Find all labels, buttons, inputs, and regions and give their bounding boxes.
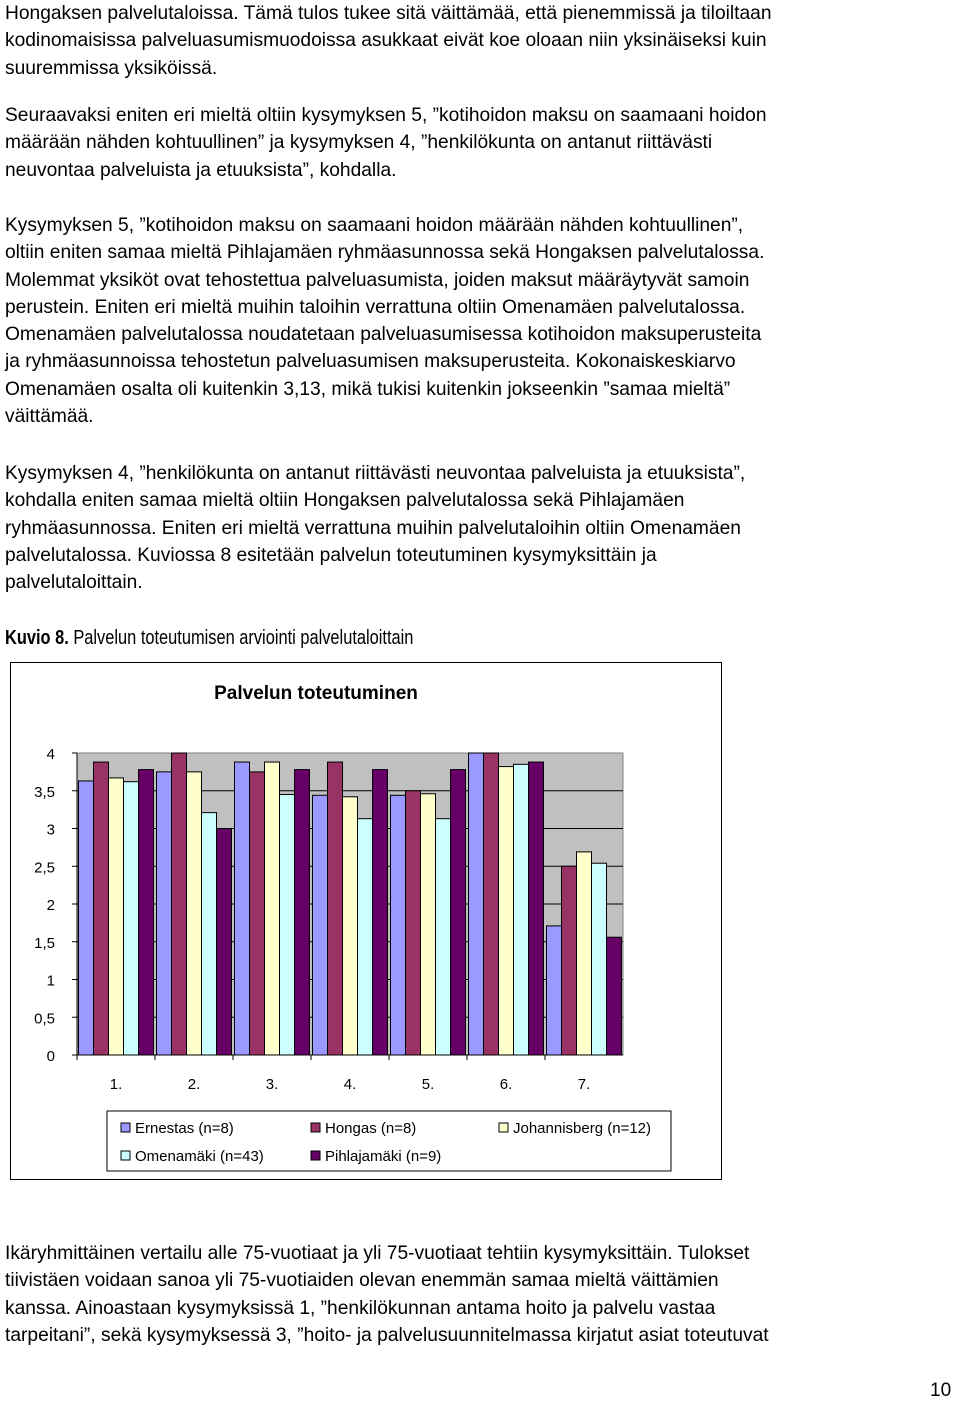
paragraph-line: perustein. Eniten eri mieltä muihin taloihin verrattuna oltiin Omenamäen palvelutalossa. bbox=[5, 296, 746, 318]
paragraph-line: väittämää. bbox=[5, 406, 94, 428]
y-tick-label: 2 bbox=[46, 897, 55, 914]
paragraph-line: Kysymyksen 4, ”henkilökunta on antanut riittävästi neuvontaa palveluista ja etuuksista”, bbox=[5, 463, 746, 484]
page-number: 10 bbox=[930, 1380, 952, 1401]
figure-caption bbox=[5, 624, 413, 652]
bar bbox=[79, 781, 94, 1055]
paragraph-line: tarpeitani”, sekä kysymyksessä 3, ”hoito- ja palvelusuunnitelmassa kirjatut asiat toteutuvat bbox=[5, 1324, 769, 1346]
paragraph-line: Omenamäen osalta oli kuitenkin 3,13, mikä tukisi kuitenkin jokseenkin ”samaa mieltä” bbox=[5, 378, 731, 400]
y-tick-label: 2,5 bbox=[34, 859, 55, 877]
paragraph-line: tiivistäen voidaan sanoa yli 75-vuotiaiden olevan enemmän samaa mieltä väittämien bbox=[5, 1270, 719, 1292]
legend-swatch bbox=[121, 1151, 130, 1160]
paragraph bbox=[5, 460, 957, 596]
x-tick-label: 3. bbox=[265, 1076, 279, 1093]
bar bbox=[265, 762, 280, 1055]
paragraph-line: Molemmat yksiköt ovat tehostettua palveluasumista, joiden maksut määräytyvät samoin bbox=[5, 269, 750, 291]
bar bbox=[469, 753, 484, 1055]
paragraph-line: Ikäryhmittäinen vertailu alle 75-vuotiaat ja yli 75-vuotiaat tehtiin kysymyksittäin. Tulokset bbox=[5, 1243, 750, 1264]
bar bbox=[529, 762, 544, 1055]
y-tick-label: 3,5 bbox=[34, 783, 55, 801]
bar bbox=[373, 770, 388, 1055]
bar bbox=[343, 797, 358, 1055]
bar bbox=[328, 762, 343, 1055]
bar bbox=[235, 762, 250, 1055]
chart-area bbox=[10, 662, 722, 1180]
bar bbox=[451, 770, 466, 1055]
bar bbox=[157, 772, 172, 1055]
bar bbox=[202, 813, 217, 1055]
x-tick-label: 5. bbox=[421, 1076, 435, 1093]
x-tick-label: 7. bbox=[577, 1076, 591, 1093]
bar bbox=[436, 819, 451, 1055]
bar bbox=[280, 795, 295, 1055]
legend-label: Omenamäki (n=43) bbox=[135, 1148, 264, 1165]
paragraph bbox=[5, 212, 957, 430]
paragraph-line: kanssa. Ainoastaan kysymyksissä 1, ”henkilökunnan antama hoito ja palvelu vastaa bbox=[5, 1297, 716, 1319]
y-tick-label: 0,5 bbox=[34, 1010, 55, 1028]
paragraph-line: palvelutalossa. Kuviossa 8 esitetään palvelun toteutuminen kysymyksittäin ja bbox=[5, 544, 657, 566]
paragraph-line: palvelutaloittain. bbox=[5, 572, 143, 594]
bar bbox=[295, 770, 310, 1055]
y-tick-label: 0 bbox=[46, 1048, 55, 1065]
bar bbox=[484, 753, 499, 1055]
legend-swatch bbox=[121, 1123, 130, 1132]
bar bbox=[499, 767, 514, 1055]
x-tick-label: 6. bbox=[499, 1076, 513, 1093]
legend-label: Johannisberg (n=12) bbox=[513, 1120, 652, 1137]
paragraph-line: Omenamäen palvelutalossa noudatetaan palveluasumisessa kotihoidon maksuperusteita bbox=[5, 324, 762, 346]
figure-caption-label: Kuvio 8. bbox=[5, 627, 69, 649]
bar bbox=[421, 794, 436, 1055]
legend-label: Ernestas (n=8) bbox=[135, 1120, 234, 1137]
paragraph-line: Hongaksen palvelutaloissa. Tämä tulos tukee sitä väittämää, että pienemmissä ja tiloiltaan bbox=[5, 3, 772, 24]
paragraph bbox=[5, 1240, 957, 1349]
paragraph-line: neuvontaa palveluista ja etuuksista”, kohdalla. bbox=[5, 159, 397, 181]
bar-chart bbox=[11, 663, 723, 1181]
paragraph-line: Seuraavaksi eniten eri mieltä oltiin kysymyksen 5, ”kotihoidon maksu on saamaani hoidon bbox=[5, 105, 767, 126]
bar bbox=[391, 795, 406, 1055]
paragraph bbox=[5, 0, 957, 82]
bar bbox=[124, 782, 139, 1055]
bar bbox=[217, 829, 232, 1056]
bar bbox=[139, 770, 154, 1055]
bar bbox=[406, 791, 421, 1055]
legend-swatch bbox=[311, 1123, 320, 1132]
bar bbox=[187, 772, 202, 1055]
bar bbox=[250, 772, 265, 1055]
y-tick-label: 1,5 bbox=[34, 934, 55, 952]
y-tick-label: 4 bbox=[46, 746, 55, 763]
chart-title: Palvelun toteutuminen bbox=[214, 683, 418, 704]
bar bbox=[577, 852, 592, 1055]
bar bbox=[547, 926, 562, 1055]
bar bbox=[592, 863, 607, 1055]
paragraph-line: ja ryhmäasunnoissa tehostetun palveluasumisen maksuperusteita. Kokonaiskeskiarvo bbox=[5, 351, 736, 373]
bar bbox=[313, 795, 328, 1055]
bar bbox=[109, 778, 124, 1055]
paragraph-line: kohdalla eniten samaa mieltä oltiin Hongaksen palvelutalossa sekä Pihlajamäen bbox=[5, 490, 685, 512]
bar bbox=[607, 937, 622, 1055]
paragraph-line: määrään nähden kohtuullinen” ja kysymyksen 4, ”henkilökunta on antanut riittävästi bbox=[5, 132, 713, 154]
paragraph-line: kodinomaisissa palveluasumismuodoissa asukkaat eivät koe oloaan niin yksinäiseksi kuin bbox=[5, 30, 767, 52]
paragraph bbox=[5, 102, 957, 184]
x-tick-label: 2. bbox=[187, 1076, 201, 1093]
bar bbox=[358, 819, 373, 1055]
legend-swatch bbox=[311, 1151, 320, 1160]
bar bbox=[172, 753, 187, 1055]
bar bbox=[94, 762, 109, 1055]
bar bbox=[562, 866, 577, 1055]
x-tick-label: 1. bbox=[109, 1076, 123, 1093]
y-tick-label: 1 bbox=[46, 972, 55, 990]
paragraph-line: ryhmäasunnossa. Eniten eri mieltä verrattuna muihin palvelutaloihin oltiin Omenamäen bbox=[5, 517, 741, 539]
legend-label: Pihlajamäki (n=9) bbox=[325, 1148, 442, 1165]
figure-caption-text: Palvelun toteutumisen arviointi palvelutaloittain bbox=[73, 627, 414, 649]
paragraph-line: suuremmissa yksiköissä. bbox=[5, 57, 218, 79]
paragraph-line: Kysymyksen 5, ”kotihoidon maksu on saamaani hoidon määrään nähden kohtuullinen”, bbox=[5, 215, 744, 236]
paragraph-line: oltiin eniten samaa mieltä Pihlajamäen ryhmäasunnossa sekä Hongaksen palvelutalossa. bbox=[5, 242, 765, 264]
legend-swatch bbox=[499, 1123, 508, 1132]
legend-label: Hongas (n=8) bbox=[325, 1120, 417, 1137]
y-tick-label: 3 bbox=[46, 821, 55, 839]
x-tick-label: 4. bbox=[343, 1076, 357, 1093]
bar bbox=[514, 764, 529, 1055]
